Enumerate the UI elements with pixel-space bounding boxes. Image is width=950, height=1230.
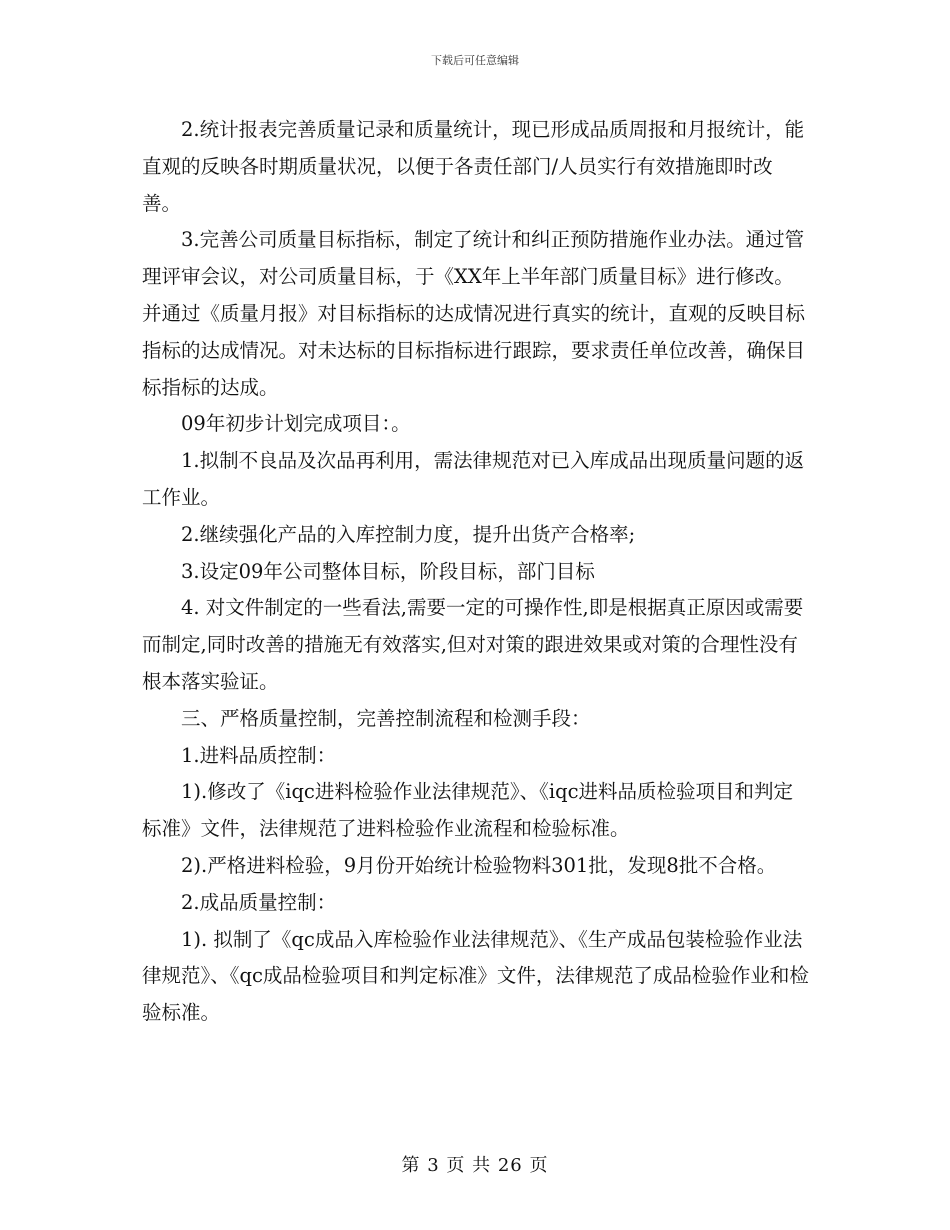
paragraph-plan-item-3: 3.设定09年公司整体目标，阶段目标，部门目标 (181, 559, 595, 583)
paragraph-plan-item-1: 1.拟制不良品及次品再利用，需法律规范对已入库成品出现质量问题的返工作业。 (142, 449, 805, 509)
subheading-product-control: 2.成品质量控制： (181, 890, 337, 914)
paragraph-plan-item-2: 2.继续强化产品的入库控制力度，提升出货产合格率; (181, 522, 636, 546)
page-header-note: 下载后可任意编辑 (431, 54, 519, 67)
paragraph-plan-item-4: 4. 对文件制定的一些看法,需要一定的可操作性,即是根据真正原因或需要而制定,同时改善的措施无有效落实,但对对策的跟进效果或对策的合理性没有根本落实验证。 (142, 596, 804, 693)
paragraph-quality-targets: 3.完善公司质量目标指标，制定了统计和纠正预防措施作业办法。通过管理评审会议，对公司质量目标，于《XX年上半年部门质量目标》进行修改。并通过《质量月报》对目标指标的达成情况进行真实的统计，直观的反映目标指标的达成情况。对未达标的目标指标进行跟踪，要求责任单位改善，确保目标指标的达成。 (142, 228, 806, 399)
document-body (142, 112, 810, 1032)
page-number-footer: 第 3 页 共 26 页 (401, 1155, 549, 1176)
paragraph-plan-heading: 09年初步计划完成项目：。 (181, 412, 411, 436)
paragraph-product-item-1: 1). 拟制了《qc成品入库检验作业法律规范》、《生产成品包装检验作业法律规范》、《qc成品检验项目和判定标准》文件，法律规范了成品检验作业和检验标准。 (142, 927, 809, 1025)
section-heading-quality-control: 三、严格质量控制，完善控制流程和检测手段： (181, 706, 591, 730)
paragraph-incoming-item-1: 1).修改了《iqc进料检验作业法律规范》、《iqc进料品质检验项目和判定标准》文件，法律规范了进料检验作业流程和检验标准。 (142, 780, 793, 841)
paragraph-incoming-item-2: 2).严格进料检验，9月份开始统计检验物料301批，发现8批不合格。 (181, 853, 777, 877)
paragraph-report-statistics: 2.统计报表完善质量记录和质量统计，现已形成品质周报和月报统计，能直观的反映各时期质量状况，以便于各责任部门/人员实行有效措施即时改善。 (142, 118, 805, 215)
subheading-incoming-control: 1.进料品质控制： (181, 743, 337, 767)
